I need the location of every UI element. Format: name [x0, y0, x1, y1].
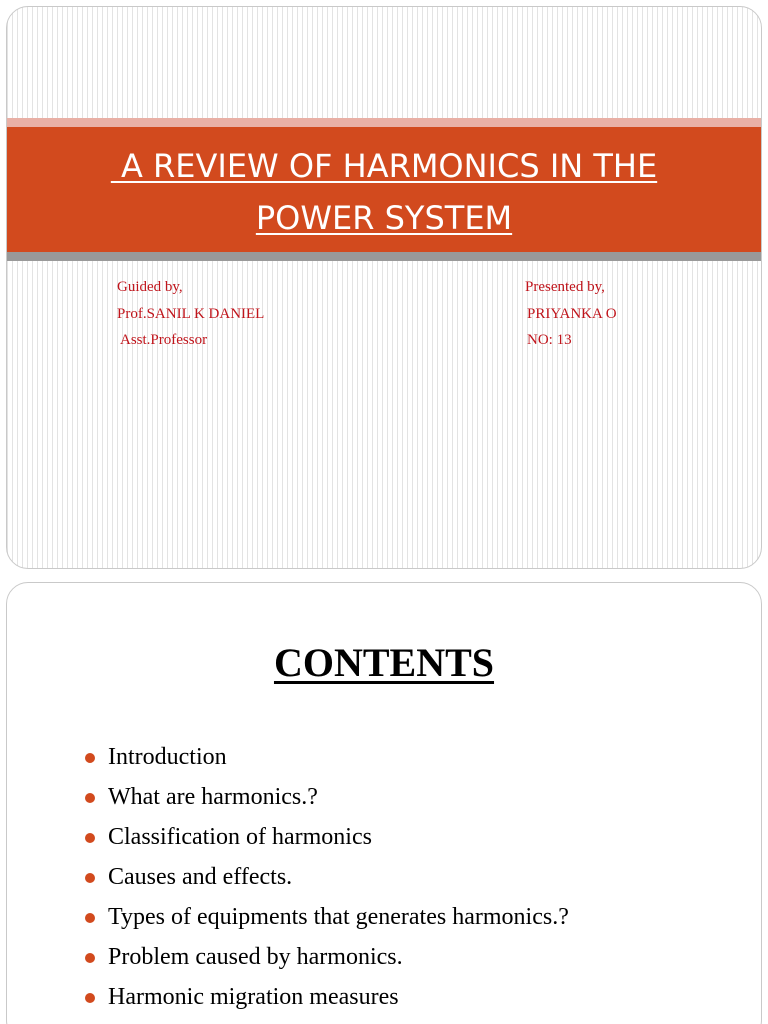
contents-item: [85, 897, 569, 937]
contents-item-text: Types of equipments that generates harmonics.?: [108, 904, 569, 930]
presenter-block: [525, 274, 617, 354]
contents-item: [85, 977, 569, 1017]
presenter-label: Presented by,: [525, 279, 605, 295]
presenter-number: NO: 13: [527, 332, 572, 348]
title-slide: [6, 6, 762, 569]
bullet-icon: [85, 873, 95, 883]
slide-title-line-2: POWER SYSTEM: [255, 199, 513, 237]
contents-item: [85, 857, 569, 897]
contents-item-text: What are harmonics.?: [108, 784, 318, 810]
presenter-name: PRIYANKA O: [527, 305, 617, 322]
bullet-icon: [85, 793, 95, 803]
contents-item-text: Introduction: [108, 744, 227, 770]
bullet-icon: [85, 953, 95, 963]
contents-item-text: Causes and effects.: [108, 864, 293, 890]
title-band-bottom-stripe: [7, 252, 761, 261]
guide-label: Guided by,: [117, 279, 183, 295]
contents-heading: CONTENTS: [273, 640, 495, 685]
bullet-icon: [85, 833, 95, 843]
guide-name: Prof.SANIL K DANIEL: [117, 305, 265, 322]
bullet-icon: [85, 753, 95, 763]
bullet-icon: [85, 913, 95, 923]
contents-item: [85, 777, 569, 817]
guide-designation: Asst.Professor: [120, 332, 208, 348]
title-band-top-stripe: [7, 118, 761, 127]
contents-item: [85, 937, 569, 977]
contents-slide: [6, 582, 762, 1024]
slide-title: [47, 140, 721, 244]
contents-item-text: Problem caused by harmonics.: [108, 944, 403, 970]
contents-item: [85, 817, 569, 857]
contents-item-text: Classification of harmonics: [108, 824, 372, 850]
contents-list: [85, 737, 569, 1017]
bullet-icon: [85, 993, 95, 1003]
slide-title-line-1: A REVIEW OF HARMONICS IN THE: [110, 147, 658, 185]
contents-item: [85, 737, 569, 777]
contents-item-text: Harmonic migration measures: [108, 984, 399, 1010]
guide-block: [117, 274, 264, 354]
